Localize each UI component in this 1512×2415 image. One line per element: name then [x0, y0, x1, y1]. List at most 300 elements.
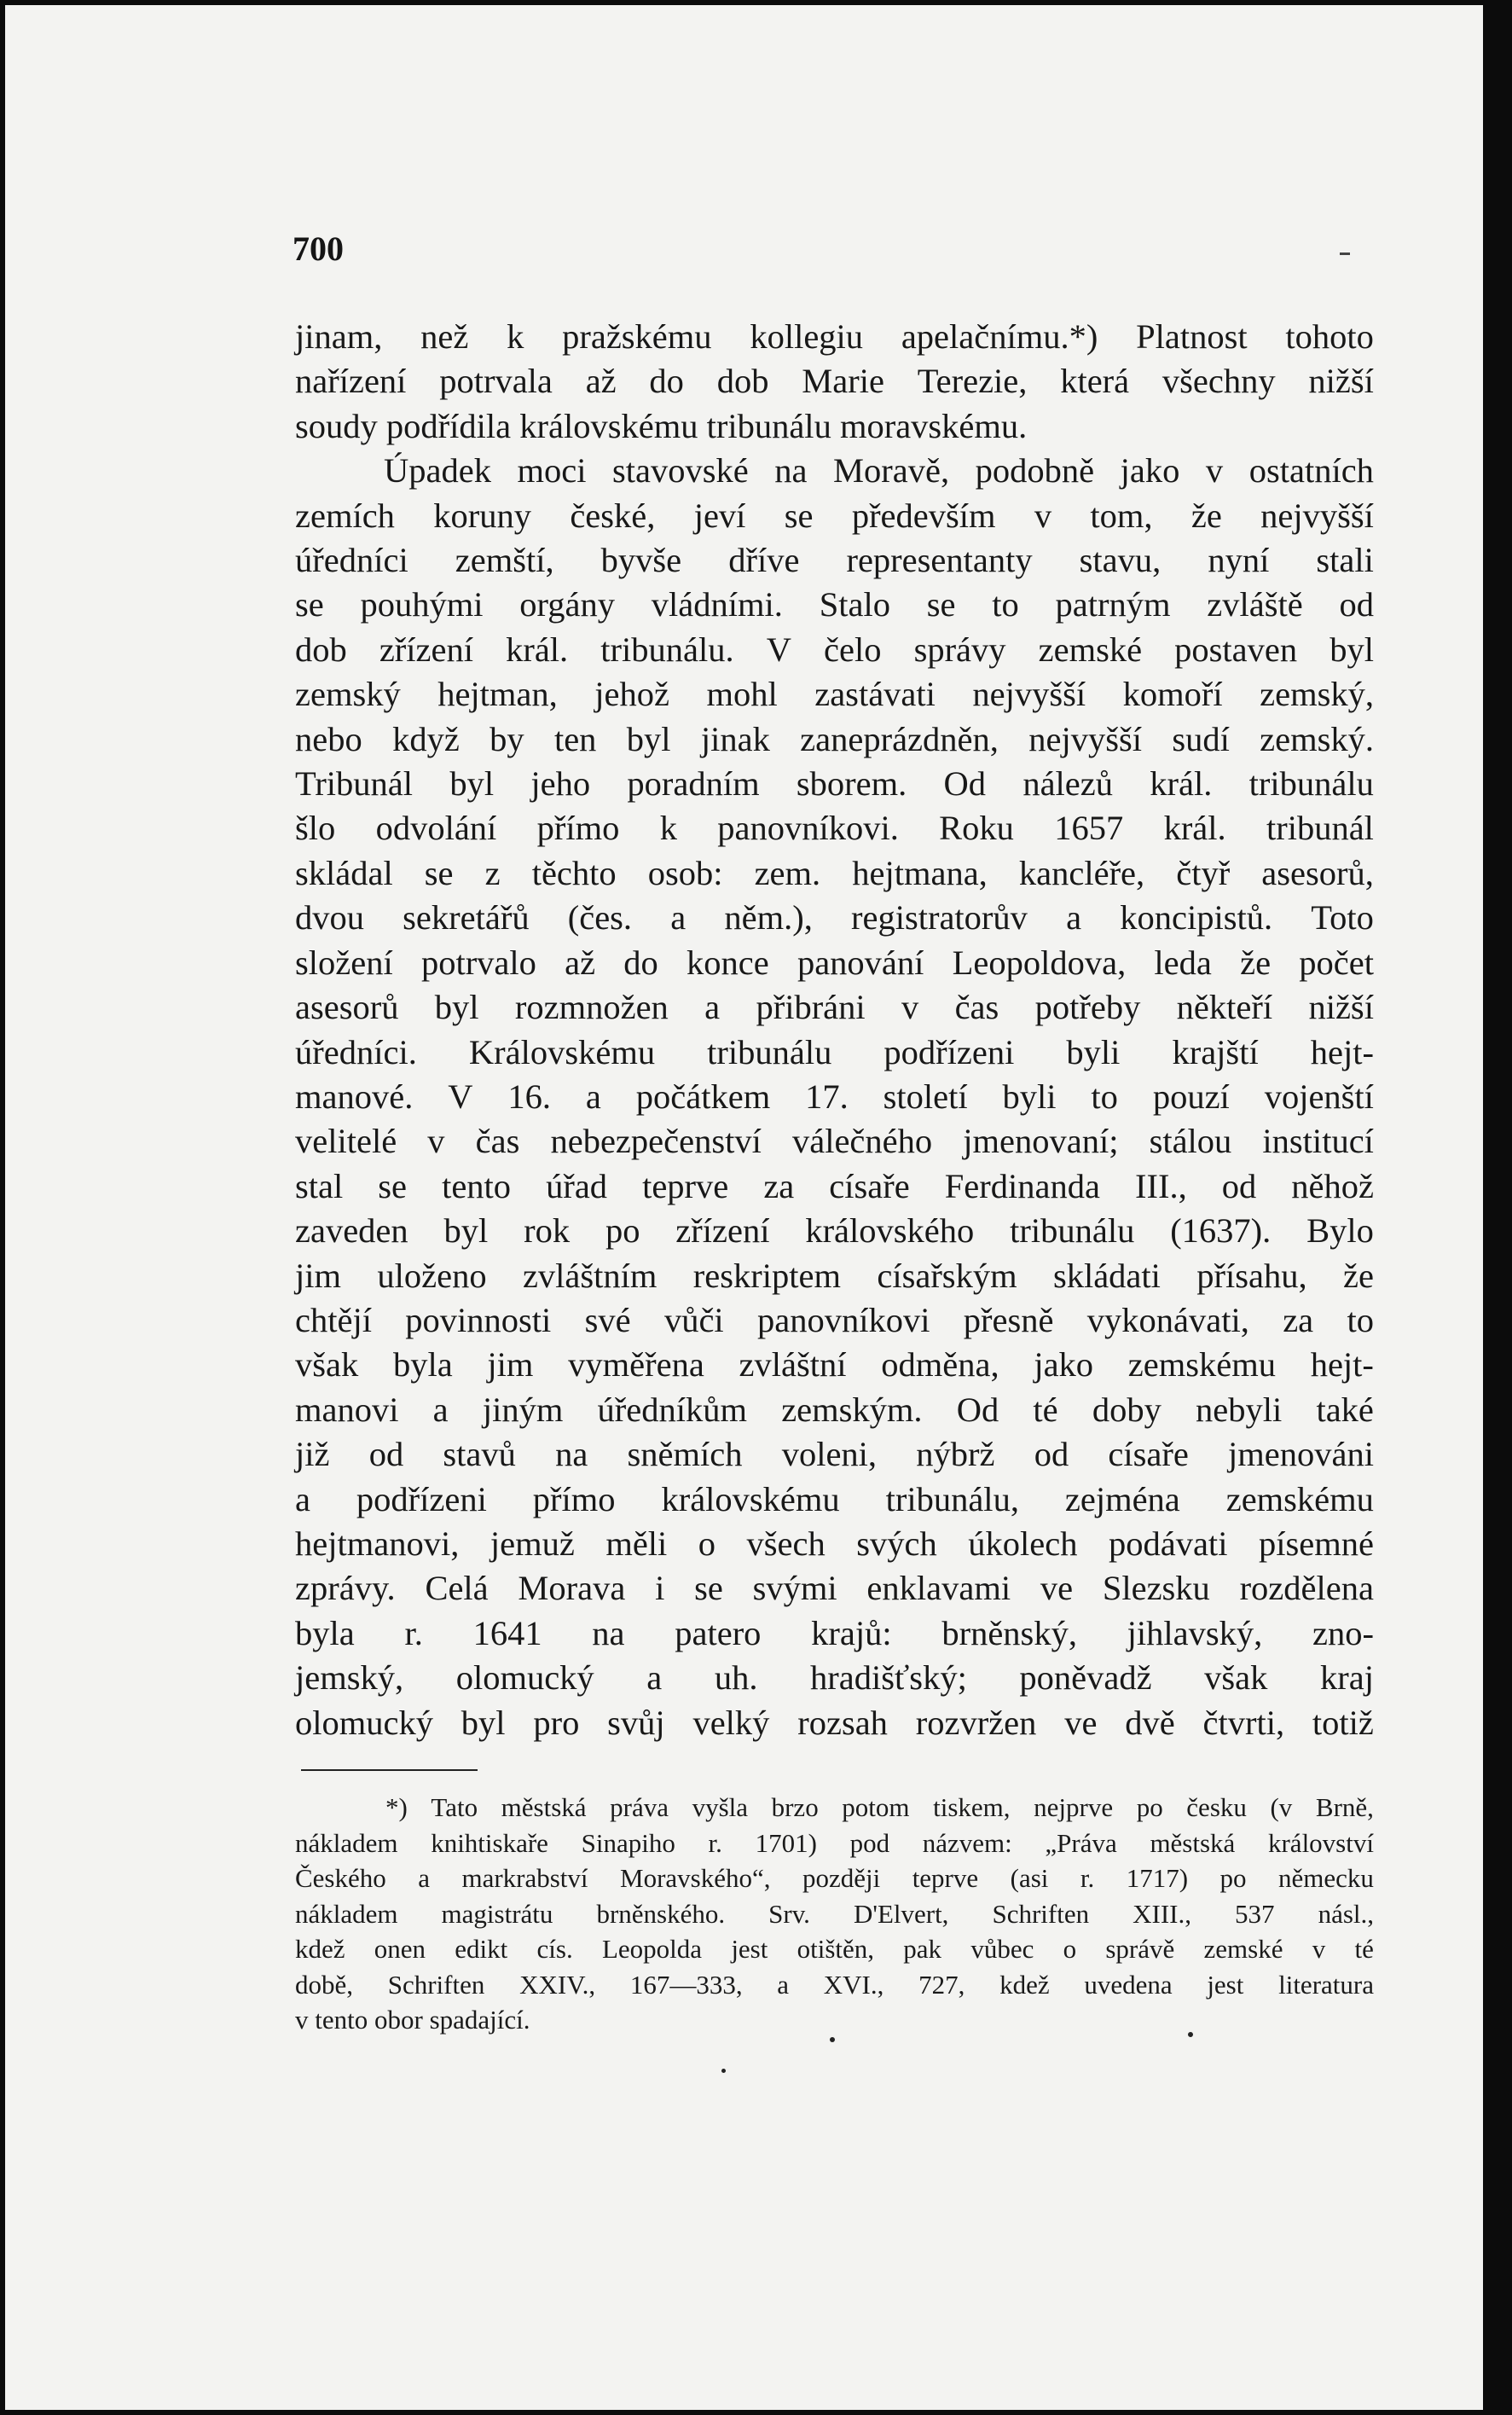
- word: doby: [1092, 1390, 1162, 1429]
- word: panovníkovi: [756, 1300, 930, 1339]
- word: byl: [449, 764, 495, 804]
- word: čas: [954, 988, 999, 1027]
- text-line: [295, 941, 1374, 985]
- word: zemský.: [1260, 719, 1374, 758]
- word: byvše: [600, 541, 682, 580]
- word: 1657: [1054, 809, 1124, 848]
- word: císaře: [829, 1166, 910, 1205]
- word: 16.: [507, 1077, 551, 1116]
- word: úředníci.: [295, 1032, 417, 1071]
- word: uh.: [714, 1658, 758, 1698]
- word: v: [1034, 496, 1052, 535]
- word: tohoto: [1285, 317, 1374, 356]
- word: a: [295, 1479, 310, 1518]
- word: která: [1060, 362, 1130, 401]
- word: asesorů: [295, 988, 399, 1027]
- word: rozdělena: [1239, 1569, 1374, 1608]
- word: jemský,: [295, 1658, 404, 1698]
- word: rozsah: [797, 1703, 888, 1742]
- word: ten: [553, 719, 597, 758]
- text-line: [295, 1298, 1374, 1343]
- word: tribunálu: [707, 1032, 832, 1071]
- word: Tato: [431, 1792, 478, 1822]
- word: od: [368, 1435, 404, 1474]
- word: Leopoldova,: [952, 943, 1127, 982]
- word: zem.: [754, 853, 821, 892]
- word: za: [763, 1166, 795, 1205]
- word: potrvalo: [420, 943, 536, 982]
- word: Sinapiho: [581, 1827, 675, 1858]
- word: ve: [1064, 1703, 1098, 1742]
- text-line: [295, 1566, 1374, 1611]
- word: zřízení: [675, 1211, 770, 1251]
- word: úřad: [546, 1166, 608, 1205]
- word: XXIV.,: [519, 1969, 596, 2000]
- word: nižší: [1308, 988, 1374, 1027]
- word: jmenováni: [1228, 1435, 1374, 1474]
- word: byla: [295, 1613, 355, 1652]
- book-page: [5, 5, 1483, 2410]
- main-text: [295, 315, 1374, 1745]
- word: pak: [903, 1934, 942, 1964]
- ink-speck: [1188, 2032, 1193, 2037]
- word: později: [802, 1863, 881, 1893]
- word: to: [1347, 1300, 1374, 1339]
- word: Roku: [939, 809, 1014, 848]
- text-line: [295, 1075, 1374, 1119]
- word: násl.,: [1318, 1898, 1374, 1929]
- word: D'Elvert,: [853, 1898, 949, 1929]
- word: zno-: [1312, 1613, 1374, 1652]
- text-line: [295, 1522, 1374, 1566]
- word: poněvadž: [1019, 1658, 1152, 1698]
- word: jmenovaní;: [963, 1122, 1119, 1161]
- text-line: [295, 1119, 1374, 1164]
- word: Úpadek: [384, 451, 491, 491]
- word: Moravě,: [833, 451, 950, 491]
- word: leda: [1154, 943, 1212, 982]
- word: edikt: [455, 1934, 508, 1964]
- word: nyní: [1208, 541, 1270, 580]
- word: dob: [716, 362, 769, 401]
- word: reskriptem: [692, 1256, 841, 1295]
- word: však: [1204, 1658, 1268, 1698]
- footnote-divider: [301, 1769, 478, 1771]
- word: knihtiskaře: [431, 1827, 548, 1858]
- word: asesorů,: [1261, 853, 1374, 892]
- word: stavů: [443, 1435, 516, 1474]
- word: tribunálu: [698, 406, 831, 445]
- word: byla: [392, 1345, 453, 1385]
- word: svůj: [607, 1703, 665, 1742]
- word: nákladem: [295, 1898, 398, 1929]
- text-line: [295, 1701, 1374, 1745]
- word: tribunálu: [1010, 1211, 1135, 1251]
- word: byli: [1066, 1032, 1121, 1071]
- word: krajů:: [811, 1613, 892, 1652]
- text-line: [295, 1209, 1374, 1253]
- word: apelačnímu.*): [901, 317, 1098, 356]
- word: byl: [434, 988, 479, 1027]
- word: velitelé: [295, 1122, 397, 1161]
- word: XVI.,: [823, 1969, 884, 2000]
- word: přibráni: [756, 988, 866, 1027]
- word: sekretářů: [403, 898, 530, 938]
- word: jemuž: [490, 1524, 575, 1563]
- footnote-line: [295, 1826, 1374, 1861]
- word: Bylo: [1306, 1211, 1374, 1251]
- word: stavovské: [612, 451, 749, 491]
- word: patrným: [1055, 585, 1171, 624]
- word: v: [901, 988, 919, 1027]
- word: a: [646, 1658, 663, 1698]
- word: počátkem: [635, 1077, 771, 1116]
- text-line: [295, 315, 1374, 359]
- word: Brně,: [1315, 1792, 1374, 1822]
- word: do: [649, 362, 684, 401]
- word: jest: [731, 1934, 768, 1964]
- text-line: [295, 1656, 1374, 1700]
- word: vykonávati,: [1086, 1300, 1249, 1339]
- word: (asi: [1010, 1863, 1049, 1893]
- word: jinak: [700, 719, 770, 758]
- word: panovníkovi.: [717, 809, 899, 848]
- word: pod: [849, 1827, 890, 1858]
- word: obor: [368, 2005, 423, 2035]
- word: úředníci: [295, 541, 408, 580]
- word: Schriften: [992, 1898, 1090, 1929]
- word: podřízeni: [356, 1479, 487, 1518]
- text-line: [295, 985, 1374, 1030]
- word: něm.),: [724, 898, 813, 938]
- word: skládal: [295, 853, 393, 892]
- word: Českého: [295, 1863, 386, 1893]
- word: válečného: [791, 1122, 933, 1161]
- word: nejvyšší: [972, 675, 1086, 714]
- word: přesně: [963, 1300, 1054, 1339]
- word: nýbrž: [916, 1435, 995, 1474]
- word: král.: [1150, 764, 1213, 804]
- word: patero: [675, 1613, 762, 1652]
- word: městská: [1150, 1827, 1236, 1858]
- word: nebo: [295, 719, 362, 758]
- word: za: [1283, 1300, 1314, 1339]
- word: jihlavský,: [1127, 1613, 1263, 1652]
- word: komoří: [1122, 675, 1223, 714]
- word: institucí: [1262, 1122, 1374, 1161]
- word: správy: [913, 630, 1006, 669]
- word: čtyř: [1176, 853, 1231, 892]
- word: (1637).: [1170, 1211, 1272, 1251]
- word: podřízeni: [883, 1032, 1015, 1071]
- word: od: [1221, 1166, 1257, 1205]
- word: onen: [374, 1934, 426, 1964]
- ink-speck: [830, 2037, 835, 2042]
- text-line: [295, 583, 1374, 627]
- footnote-line: [295, 2002, 1374, 2038]
- word: také: [1316, 1390, 1374, 1429]
- text-line: [295, 717, 1374, 762]
- word: v: [295, 2005, 309, 2035]
- word: tom,: [1090, 496, 1153, 535]
- word: uvedena: [1084, 1969, 1173, 2000]
- word: vůči: [663, 1300, 724, 1339]
- word: teprve: [642, 1166, 729, 1205]
- page-number: 700: [293, 229, 344, 268]
- word: zaneprázdněn,: [800, 719, 999, 758]
- word: manovi: [295, 1390, 399, 1429]
- word: koruny: [433, 496, 531, 535]
- word: a: [670, 898, 686, 938]
- word: císaře: [1108, 1435, 1189, 1474]
- word: potom: [842, 1792, 910, 1822]
- word: byl: [461, 1703, 506, 1742]
- word: královského: [805, 1211, 975, 1251]
- word: Tribunál: [295, 764, 414, 804]
- word: Schriften: [387, 1969, 485, 2000]
- word: r.: [404, 1613, 423, 1652]
- word: správě: [1105, 1934, 1175, 1964]
- word: zemskému: [1127, 1345, 1276, 1385]
- word: zemský,: [1260, 675, 1374, 714]
- word: v: [1205, 451, 1224, 491]
- word: potřeby: [1034, 988, 1141, 1027]
- text-line: [295, 1254, 1374, 1298]
- word: pražskému: [562, 317, 712, 356]
- word: úředníkům: [597, 1390, 748, 1429]
- word: rozvržen: [915, 1703, 1037, 1742]
- text-line: [295, 1164, 1374, 1209]
- word: Marie: [802, 362, 884, 401]
- word: tento: [308, 2005, 368, 2035]
- word: někteří: [1176, 988, 1273, 1027]
- word: vyšla: [692, 1792, 749, 1822]
- word: moci: [517, 451, 587, 491]
- word: své: [584, 1300, 631, 1339]
- word: XIII.,: [1133, 1898, 1191, 1929]
- word: pro: [533, 1703, 580, 1742]
- word: jehož: [594, 675, 669, 714]
- word: a: [432, 1390, 449, 1429]
- footnote-line: [295, 1896, 1374, 1932]
- word: stali: [1316, 541, 1374, 580]
- word: se: [694, 1569, 723, 1608]
- text-line: [295, 851, 1374, 896]
- word: svými: [752, 1569, 837, 1608]
- word: osob:: [647, 853, 723, 892]
- word: podobně: [975, 451, 1095, 491]
- word: rozmnožen: [514, 988, 669, 1027]
- word: dob: [295, 630, 347, 669]
- word: brzo: [771, 1792, 819, 1822]
- word: rok: [524, 1211, 571, 1251]
- word: především: [851, 496, 996, 535]
- text-line: [295, 1030, 1374, 1075]
- word: se: [295, 585, 324, 624]
- word: enklavami: [866, 1569, 1011, 1608]
- word: když: [392, 719, 460, 758]
- word: šlo: [295, 809, 336, 848]
- word: však: [295, 1345, 359, 1385]
- word: se: [424, 853, 454, 892]
- word: pouhými: [360, 585, 484, 624]
- text-line: [295, 1388, 1374, 1432]
- word: po: [1219, 1863, 1247, 1893]
- word: Platnost: [1136, 317, 1248, 356]
- word: král.: [1163, 809, 1226, 848]
- word: uloženo: [377, 1256, 487, 1295]
- word: orgány: [519, 585, 616, 624]
- word: kraj: [1320, 1658, 1374, 1698]
- word: a: [418, 1863, 430, 1893]
- word: Slezsku: [1102, 1569, 1210, 1608]
- word: a: [1066, 898, 1082, 938]
- word: byl: [1330, 630, 1374, 669]
- footnote-line: [295, 1861, 1374, 1896]
- word: Královskému: [468, 1032, 656, 1071]
- word: té: [1033, 1390, 1058, 1429]
- word: na: [774, 451, 808, 491]
- word: V: [766, 630, 791, 669]
- word: zemští,: [455, 541, 554, 580]
- word: 727,: [918, 1969, 965, 2000]
- word: jim: [487, 1345, 534, 1385]
- word: tribunálu: [1248, 764, 1374, 804]
- word: zemské: [1203, 1934, 1283, 1964]
- word: zaveden: [295, 1211, 408, 1251]
- word: Celá: [425, 1569, 489, 1608]
- word: přímo: [532, 1479, 616, 1518]
- text-line: [295, 762, 1374, 806]
- text-line: [295, 538, 1374, 583]
- word: koncipistů.: [1120, 898, 1273, 938]
- text-line: [295, 1432, 1374, 1477]
- word: Toto: [1311, 898, 1374, 938]
- text-line: [295, 896, 1374, 940]
- word: jiným: [482, 1390, 564, 1429]
- word: tiskem,: [933, 1792, 1011, 1822]
- word: podřídila: [377, 406, 512, 445]
- word: 1701): [755, 1827, 817, 1858]
- word: již: [295, 1435, 330, 1474]
- word: i: [655, 1569, 665, 1608]
- word: Ferdinanda: [944, 1166, 1100, 1205]
- word: zvláštní: [739, 1345, 847, 1385]
- scan-mark: [1340, 253, 1350, 255]
- word: velký: [692, 1703, 770, 1742]
- word: olomucký: [455, 1658, 594, 1698]
- text-line: [295, 672, 1374, 717]
- word: nejvyšší: [1260, 496, 1374, 535]
- word: té: [1354, 1934, 1374, 1964]
- word: spadající.: [422, 2005, 530, 2035]
- word: zastávati: [814, 675, 936, 714]
- word: stálou: [1149, 1122, 1232, 1161]
- word: tribunál: [1266, 809, 1374, 848]
- word: (čes.: [567, 898, 633, 938]
- text-line: [295, 1343, 1374, 1387]
- word: že: [1240, 943, 1272, 982]
- word: zemskému: [1225, 1479, 1374, 1518]
- word: císařským: [877, 1256, 1017, 1295]
- word: nálezů: [1022, 764, 1113, 804]
- word: pouzí: [1152, 1077, 1230, 1116]
- word: otištěn,: [797, 1934, 875, 1964]
- word: odměna,: [881, 1345, 999, 1385]
- footnote-line: [295, 1967, 1374, 2003]
- word: složení: [295, 943, 393, 982]
- word: dvě: [1125, 1703, 1175, 1742]
- word: III.,: [1135, 1166, 1187, 1205]
- word: počet: [1299, 943, 1374, 982]
- word: těchto: [531, 853, 617, 892]
- word: vyměřena: [568, 1345, 704, 1385]
- word: totiž: [1312, 1703, 1374, 1742]
- word: zřízení: [379, 630, 473, 669]
- word: hejtmana,: [852, 853, 988, 892]
- word: po: [1136, 1792, 1163, 1822]
- word: jest: [1207, 1969, 1244, 2000]
- word: nejprve: [1034, 1792, 1114, 1822]
- word: 537: [1235, 1898, 1275, 1929]
- word: česku: [1186, 1792, 1247, 1822]
- word: se: [926, 585, 956, 624]
- word: kdež: [295, 1934, 345, 1964]
- word: Terezie,: [917, 362, 1028, 401]
- word: magistrátu: [441, 1898, 553, 1929]
- word: sborem.: [796, 764, 907, 804]
- word: podávati: [1108, 1524, 1228, 1563]
- word: vůbec: [970, 1934, 1034, 1964]
- word: Morava: [518, 1569, 626, 1608]
- word: hejt-: [1310, 1345, 1374, 1385]
- word: hejtman,: [437, 675, 558, 714]
- word: nejvyšší: [1028, 719, 1142, 758]
- word: sněmích: [627, 1435, 743, 1474]
- word: r.: [708, 1827, 722, 1858]
- word: ostatních: [1248, 451, 1374, 491]
- word: kancléře,: [1018, 853, 1145, 892]
- word: o: [1063, 1934, 1077, 1964]
- word: zemským.: [781, 1390, 923, 1429]
- text-line: [295, 628, 1374, 672]
- word: král.: [506, 630, 569, 669]
- word: potrvala: [439, 362, 553, 401]
- word: čas: [475, 1122, 520, 1161]
- word: registratorův: [850, 898, 1028, 938]
- word: by: [490, 719, 524, 758]
- word: stavu,: [1079, 541, 1162, 580]
- word: povinnosti: [405, 1300, 552, 1339]
- word: zemské: [1038, 630, 1143, 669]
- word: zemích: [295, 496, 395, 535]
- word: to: [992, 585, 1019, 624]
- word: jeví: [693, 496, 746, 535]
- text-line: [295, 1611, 1374, 1656]
- word: hejt-: [1310, 1032, 1374, 1071]
- footnote-line: [295, 1931, 1374, 1967]
- text-line: [295, 449, 1374, 493]
- word: Srv.: [768, 1898, 810, 1929]
- word: dříve: [728, 541, 800, 580]
- word: době,: [295, 1969, 354, 2000]
- word: zprávy.: [295, 1569, 396, 1608]
- word: cís.: [536, 1934, 573, 1964]
- word: od: [1339, 585, 1374, 624]
- word: úkolech: [968, 1524, 1078, 1563]
- word: 167—333,: [629, 1969, 743, 2000]
- word: jeho: [530, 764, 591, 804]
